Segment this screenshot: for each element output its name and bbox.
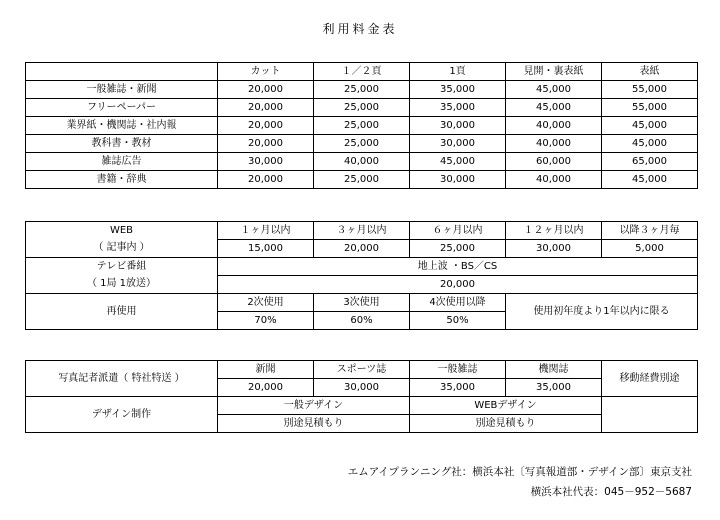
tv-price: 20,000	[218, 276, 698, 294]
web-period-header: １２ヶ月以内	[506, 222, 602, 240]
row-label: フリーペーパー	[26, 99, 218, 117]
web-label: WEB	[26, 222, 218, 240]
design-header-row	[26, 397, 698, 415]
web-period-header: ６ヶ月以内	[410, 222, 506, 240]
table-cell: 40,000	[314, 153, 410, 171]
reuse-header: 4次使用以降	[410, 294, 506, 312]
phone-info: 横浜本社代表：045－952－5687	[530, 486, 692, 498]
table-cell: 20,000	[218, 171, 314, 189]
table-header-cell	[26, 63, 218, 81]
service-table	[25, 360, 698, 433]
dispatch-header-row	[26, 361, 698, 379]
table-cell: 60,000	[506, 153, 602, 171]
dispatch-price: 30,000	[314, 379, 410, 397]
tv-header-row	[26, 258, 698, 276]
table-cell: 30,000	[410, 117, 506, 135]
table-cell: 55,000	[602, 81, 698, 99]
table-header-cell: カット	[218, 63, 314, 81]
table-cell: 45,000	[602, 117, 698, 135]
table-cell: 20,000	[218, 81, 314, 99]
web-price: 25,000	[410, 240, 506, 258]
web-value-row	[26, 240, 698, 258]
table-cell: 25,000	[314, 135, 410, 153]
table-row	[26, 81, 698, 99]
design-header: 一般デザイン	[218, 397, 410, 415]
dispatch-label: 写真記者派遣（ 特社特送 ）	[26, 361, 218, 397]
dispatch-note: 移動経費別途	[602, 361, 698, 397]
company-info: エムアイプランニング社：横浜本社〔写真報道部・デザイン部〕東京支社	[347, 466, 692, 478]
table-cell: 35,000	[410, 81, 506, 99]
design-header: WEBデザイン	[410, 397, 602, 415]
table-cell: 30,000	[410, 135, 506, 153]
tv-broadcast-header: 地上波 ・BS／CS	[218, 258, 698, 276]
table-row	[26, 117, 698, 135]
reuse-rate: 60%	[314, 312, 410, 330]
dispatch-header: 機関誌	[506, 361, 602, 379]
dispatch-price: 35,000	[410, 379, 506, 397]
web-period-header: 以降３ヶ月毎	[602, 222, 698, 240]
web-price: 20,000	[314, 240, 410, 258]
reuse-header: 2次使用	[218, 294, 314, 312]
table-cell: 20,000	[218, 117, 314, 135]
table-row	[26, 99, 698, 117]
row-label: 書籍・辞典	[26, 171, 218, 189]
web-tv-reuse-table	[25, 221, 698, 330]
table-cell: 35,000	[410, 99, 506, 117]
dispatch-header: スポーツ誌	[314, 361, 410, 379]
web-sub-label: （ 記事内 ）	[26, 240, 218, 258]
table-cell: 45,000	[410, 153, 506, 171]
web-period-header: ３ヶ月以内	[314, 222, 410, 240]
row-label: 雑誌広告	[26, 153, 218, 171]
table-cell: 45,000	[602, 171, 698, 189]
table-cell: 20,000	[218, 135, 314, 153]
dispatch-header: 一般雑誌	[410, 361, 506, 379]
table-cell: 65,000	[602, 153, 698, 171]
dispatch-price: 35,000	[506, 379, 602, 397]
tv-label: テレビ番組	[26, 258, 218, 276]
table-cell: 25,000	[314, 99, 410, 117]
tv-value-row	[26, 276, 698, 294]
table-cell: 30,000	[218, 153, 314, 171]
reuse-header-row	[26, 294, 698, 312]
design-price: 別途見積もり	[410, 415, 602, 433]
web-period-header: １ヶ月以内	[218, 222, 314, 240]
table-cell: 20,000	[218, 99, 314, 117]
table-row	[26, 171, 698, 189]
reuse-rate: 70%	[218, 312, 314, 330]
table-cell: 45,000	[506, 99, 602, 117]
table-cell: 45,000	[602, 135, 698, 153]
table-row	[26, 153, 698, 171]
reuse-rate: 50%	[410, 312, 506, 330]
row-label: 教科書・教材	[26, 135, 218, 153]
reuse-note: 使用初年度より1年以内に限る	[506, 294, 698, 330]
design-empty-cell	[602, 397, 698, 433]
dispatch-header: 新聞	[218, 361, 314, 379]
table-cell: 25,000	[314, 81, 410, 99]
row-label: 業界紙・機関誌・社内報	[26, 117, 218, 135]
table-cell: 45,000	[506, 81, 602, 99]
table-cell: 30,000	[410, 171, 506, 189]
table-cell: 40,000	[506, 171, 602, 189]
table-cell: 40,000	[506, 135, 602, 153]
tv-sub-label: （ 1局 1放送）	[26, 276, 218, 294]
table-header-cell: 見開・裏表紙	[506, 63, 602, 81]
table-header-row	[26, 63, 698, 81]
table-row	[26, 135, 698, 153]
web-price: 30,000	[506, 240, 602, 258]
dispatch-price: 20,000	[218, 379, 314, 397]
table-cell: 55,000	[602, 99, 698, 117]
page-title: 利用料金表	[322, 22, 398, 36]
print-price-table	[25, 62, 698, 189]
table-header-cell: １／２頁	[314, 63, 410, 81]
web-price: 5,000	[602, 240, 698, 258]
web-header-row	[26, 222, 698, 240]
table-header-cell: 1頁	[410, 63, 506, 81]
design-price: 別途見積もり	[218, 415, 410, 433]
table-cell: 25,000	[314, 117, 410, 135]
reuse-label: 再使用	[26, 294, 218, 330]
web-price: 15,000	[218, 240, 314, 258]
table-header-cell: 表紙	[602, 63, 698, 81]
reuse-header: 3次使用	[314, 294, 410, 312]
table-cell: 40,000	[506, 117, 602, 135]
row-label: 一般雑誌・新聞	[26, 81, 218, 99]
table-cell: 25,000	[314, 171, 410, 189]
design-label: デザイン制作	[26, 397, 218, 433]
